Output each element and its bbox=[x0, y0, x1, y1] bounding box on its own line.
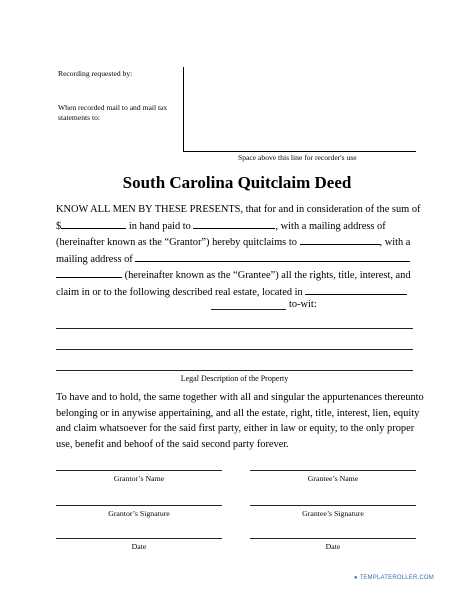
grantor-address-field[interactable] bbox=[135, 251, 410, 262]
consideration-amount-field[interactable] bbox=[61, 218, 126, 229]
date-right-label: Date bbox=[325, 542, 341, 551]
para1-line7 bbox=[56, 300, 420, 316]
date-left-line[interactable] bbox=[56, 538, 222, 539]
legal-description-line[interactable] bbox=[56, 370, 413, 371]
legal-description-line[interactable] bbox=[56, 349, 413, 350]
grantee-name-label: Grantee’s Name bbox=[307, 474, 359, 483]
legal-description-line[interactable] bbox=[56, 328, 413, 329]
county-field[interactable] bbox=[305, 284, 407, 295]
located-in-text: claim in or to the following described real estate, located in bbox=[56, 286, 303, 298]
grantor-quitclaims-text: (hereinafter known as the “Grantor”) hereby quitclaims to bbox=[56, 237, 297, 248]
para1-line1: KNOW ALL MEN BY THESE PRESENTS, that for and in consideration of the sum of bbox=[56, 204, 421, 215]
grantee-name-line[interactable] bbox=[250, 470, 416, 471]
to-wit-label: to-wit: bbox=[289, 299, 317, 310]
mailing-address-text: , with a mailing address of bbox=[275, 220, 386, 232]
footer-brand[interactable]: ● TEMPLATEROLLER.COM bbox=[353, 575, 434, 581]
para1-line6 bbox=[56, 284, 420, 301]
para2-line4: use, benefit and behoof of the said second party forever. bbox=[56, 438, 289, 450]
grantor-signature-line[interactable] bbox=[56, 505, 222, 506]
paid-to-text: in hand paid to bbox=[128, 220, 191, 232]
grantee-signature-label: Grantee’s Signature bbox=[302, 509, 364, 518]
para1-line5 bbox=[56, 267, 420, 284]
para1-line4 bbox=[56, 251, 420, 268]
recorder-space-label: Space above this line for recorder's use bbox=[238, 153, 357, 162]
document-title: South Carolina Quitclaim Deed bbox=[122, 173, 352, 192]
grantor-name-label: Grantor’s Name bbox=[113, 474, 165, 483]
para1-line2 bbox=[56, 218, 420, 235]
recorder-space-line bbox=[183, 151, 416, 152]
dollar-sign: $ bbox=[56, 220, 62, 232]
para2-line1: To have and to hold, the same together with all and singular the appurtenances thereunto bbox=[56, 392, 424, 403]
grantee-address-field[interactable] bbox=[56, 267, 122, 278]
para2-line2: belonging or in anywise appertaining, and all the estate, right, title, interest, lien, equity bbox=[56, 407, 420, 419]
para2-line3: and claim whatsoever for the said first party, either in law or equity, to the only proper bbox=[56, 423, 415, 434]
grantee-signature-line[interactable] bbox=[250, 505, 416, 506]
legal-description-label: Legal Description of the Property bbox=[180, 374, 289, 383]
grantee-rights-text: (hereinafter known as the “Grantee”) all the rights, title, interest, and bbox=[124, 270, 411, 281]
recording-box-divider bbox=[183, 67, 184, 151]
with-a-text: , with a bbox=[379, 237, 411, 248]
mail-to-label: When recorded mail to and mail tax statements to: bbox=[58, 103, 168, 122]
grantor-signature-label: Grantor’s Signature bbox=[108, 509, 170, 518]
date-right-line[interactable] bbox=[250, 538, 416, 539]
grantee-name-field[interactable] bbox=[300, 234, 380, 245]
paid-to-name-field[interactable] bbox=[193, 218, 275, 229]
para1-line3 bbox=[56, 234, 420, 251]
to-wit-field[interactable] bbox=[211, 309, 286, 310]
consideration-paragraph bbox=[56, 202, 420, 316]
recording-requested-label: Recording requested by: bbox=[58, 69, 133, 78]
date-left-label: Date bbox=[131, 542, 147, 551]
grantor-name-line[interactable] bbox=[56, 470, 222, 471]
habendum-paragraph bbox=[56, 390, 426, 452]
mailing-address-of-text: mailing address of bbox=[56, 253, 133, 265]
